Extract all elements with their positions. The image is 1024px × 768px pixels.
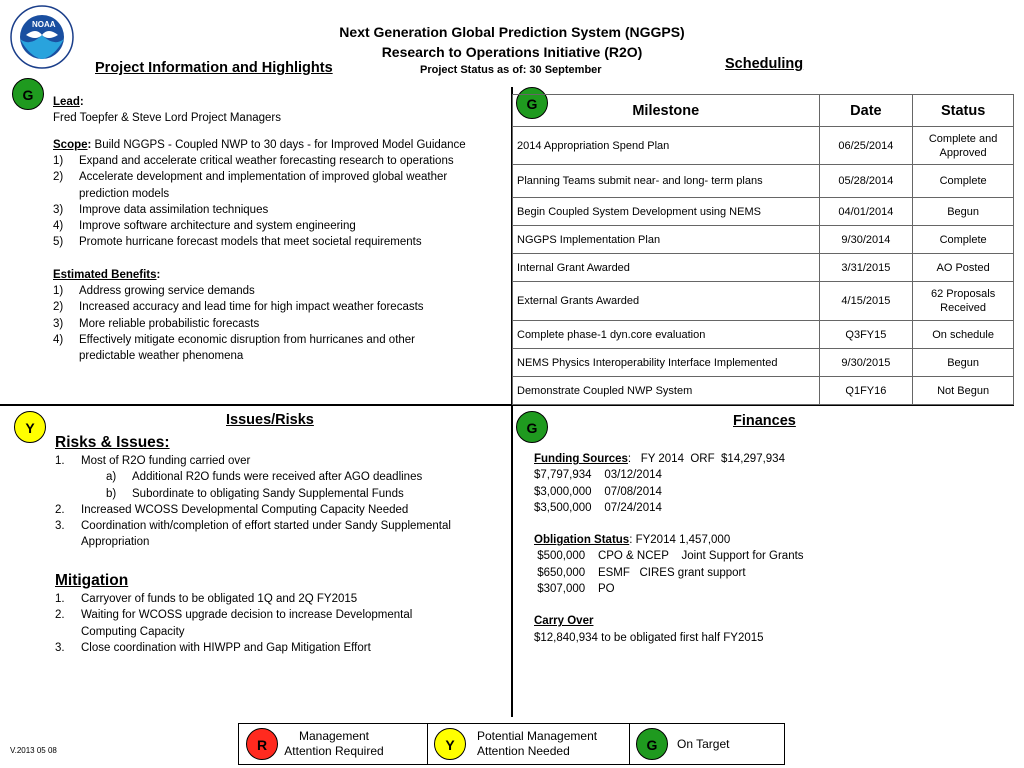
funding-entry: $3,500,000 07/24/2014 — [534, 501, 662, 514]
obligation-entry: $500,000 CPO & NCEP Joint Support for Grants — [534, 550, 804, 563]
scope-label: Scope — [53, 139, 88, 151]
obligation-entry: $650,000 ESMF CIRES grant support — [534, 566, 746, 579]
funding-entry: $7,797,934 03/12/2014 — [534, 469, 662, 482]
finances-heading: Finances — [733, 413, 796, 429]
risks-list — [55, 453, 500, 551]
column-header: Milestone — [513, 95, 820, 127]
list-item: 2. Increased WCOSS Developmental Computing Capacity Needed — [55, 503, 409, 516]
column-header: Date — [819, 95, 913, 127]
table-header-row — [513, 95, 1014, 127]
finances-status-indicator: G — [516, 411, 548, 443]
legend-green-indicator: G — [636, 728, 668, 760]
table-row: Complete phase-1 dyn.core evaluation Q3FY15 On schedule — [513, 321, 1014, 349]
project-status-indicator: G — [12, 78, 44, 110]
table-row: NGGPS Implementation Plan 9/30/2014 Complete — [513, 226, 1014, 254]
benefits-label-line: Estimated Benefits: — [53, 269, 161, 281]
table-row: 2014 Appropriation Spend Plan 06/25/2014 Complete and Approved — [513, 127, 1014, 165]
benefits-label: Estimated Benefits — [53, 269, 157, 281]
list-item: 2. Waiting for WCOSS upgrade decision to increase Developmental Computing Capacity — [55, 609, 413, 638]
legend-yellow-indicator: Y — [434, 728, 466, 760]
scope-list — [53, 153, 493, 251]
legend-green-text: On Target — [677, 737, 730, 751]
version-label: V.2013 05 08 — [10, 746, 57, 755]
table-row: NEMS Physics Interoperability Interface Implemented 9/30/2015 Begun — [513, 349, 1014, 377]
lead-label: Lead — [53, 96, 80, 108]
carry-over-label: Carry Over — [534, 615, 594, 628]
benefits-list — [53, 283, 473, 364]
list-item: 3) More reliable probabilistic forecasts — [53, 317, 260, 330]
list-item: 1) Address growing service demands — [53, 285, 255, 297]
list-item: 2) Accelerate development and implementation of improved global weather prediction models — [53, 171, 448, 200]
list-item: b) Subordinate to obligating Sandy Supplemental Funds — [106, 487, 404, 500]
list-item: 3. Close coordination with HIWPP and Gap Mitigation Effort — [55, 641, 371, 654]
project-heading: Project Information and Highlights — [95, 60, 333, 76]
scheduling-status-indicator: G — [516, 87, 548, 119]
legend-red-indicator: R — [246, 728, 278, 760]
obligation-entry: $307,000 PO — [534, 583, 615, 596]
legend-yellow-text: Potential Management Attention Needed — [477, 729, 598, 758]
status-legend — [238, 723, 785, 765]
list-item: 5) Promote hurricane forecast models that meet societal requirements — [53, 236, 422, 249]
list-item: 4) Effectively mitigate economic disruption from hurricanes and other predictable weather phenomena — [53, 333, 416, 363]
finances-body — [534, 451, 804, 646]
funding-line: Funding Sources: FY 2014 ORF $14,297,934 — [534, 453, 785, 465]
list-item: a) Additional R2O funds were received after AGO deadlines — [106, 471, 423, 484]
mitigation-list — [55, 591, 465, 656]
page-subtitle: Research to Operations Initiative (R2O) — [381, 44, 643, 60]
list-item: 3) Improve data assimilation techniques — [53, 203, 269, 216]
milestone-table — [512, 94, 1014, 405]
list-item: 4) Improve software architecture and system engineering — [53, 220, 356, 233]
carry-over-text: $12,840,934 to be obligated first half FY2015 — [534, 631, 764, 644]
list-item: 3. Coordination with/completion of effort started under Sandy Supplemental Appropriation — [55, 520, 451, 549]
list-item: 2) Increased accuracy and lead time for high impact weather forecasts — [53, 301, 424, 314]
funding-entry: $3,000,000 07/08/2014 — [534, 485, 662, 498]
scope-text: Build NGGPS - Coupled NWP to 30 days - for Improved Model Guidance — [91, 139, 466, 151]
table-row: Internal Grant Awarded 3/31/2015 AO Posted — [513, 254, 1014, 282]
lead-section: Lead: Fred Toepfer & Steve Lord Project Managers — [53, 96, 281, 125]
list-item: 1. Most of R2O funding carried over — [55, 455, 251, 467]
table-row: External Grants Awarded 4/15/2015 62 Proposals Received — [513, 282, 1014, 321]
page-title: Next Generation Global Prediction System (NGGPS) — [339, 24, 685, 40]
issues-heading: Issues/Risks — [226, 412, 314, 428]
scheduling-heading: Scheduling — [725, 56, 804, 72]
scope-line: Scope: Build NGGPS - Coupled NWP to 30 days - for Improved Model Guidance — [53, 139, 466, 151]
legend-red-text: Management Attention Required — [284, 729, 384, 758]
obligation-line: Obligation Status: FY2014 1,457,000 — [534, 534, 731, 547]
logo-text: NOAA — [32, 20, 56, 29]
list-item: 1. Carryover of funds to be obligated 1Q and 2Q FY2015 — [55, 593, 358, 605]
mitigation-label: Mitigation — [55, 572, 129, 589]
table-row: Begin Coupled System Development using NEMS 04/01/2014 Begun — [513, 198, 1014, 226]
list-item: 1) Expand and accelerate critical weather forecasting research to operations — [53, 155, 454, 167]
column-header: Status — [913, 95, 1014, 127]
risks-label: Risks & Issues: — [55, 434, 170, 451]
table-row: Planning Teams submit near- and long- term plans 05/28/2014 Complete — [513, 165, 1014, 198]
lead-text: Fred Toepfer & Steve Lord Project Managers — [53, 112, 281, 125]
table-row: Demonstrate Coupled NWP System Q1FY16 Not Begun — [513, 377, 1014, 405]
issues-status-indicator: Y — [14, 411, 46, 443]
status-date: Project Status as of: 30 September — [420, 64, 602, 76]
